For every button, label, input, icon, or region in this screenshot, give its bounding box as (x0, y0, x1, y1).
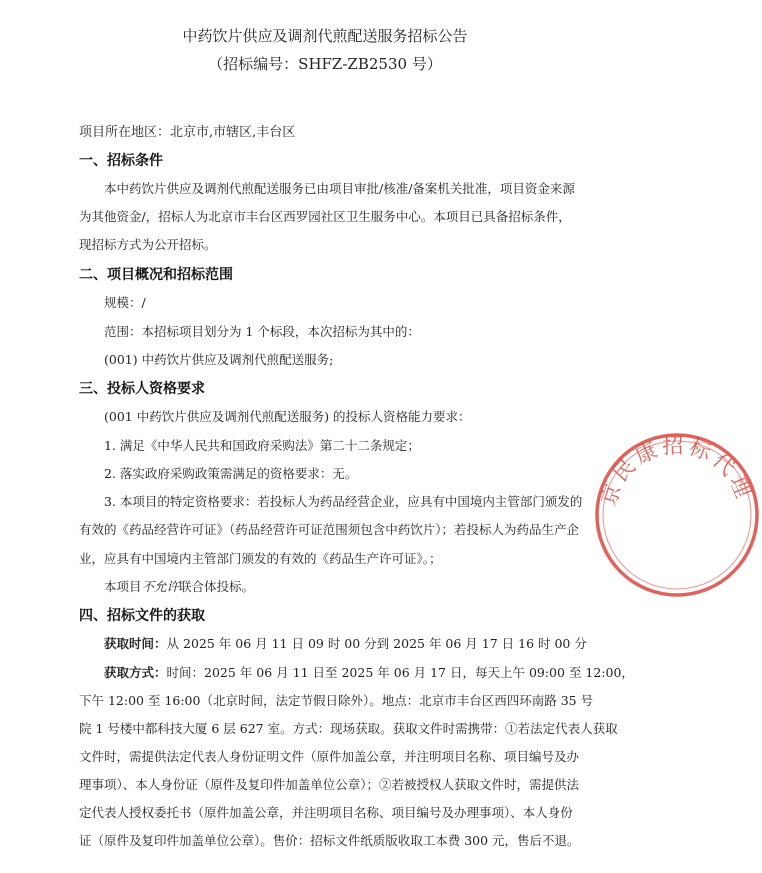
section-heading-3: 三、投标人资格要求 (79, 381, 205, 397)
consortium-pre: 本项目 (104, 579, 142, 594)
acquisition-method-line3: 院 1 号楼中都科技大厦 6 层 627 室。方式：现场获取。获取文件时需携带：①若法定代表人获取 (79, 721, 618, 736)
section1-line3: 现招标方式为公开招标。 (79, 237, 217, 252)
qualification-intro: (001 中药饮片供应及调剂代煎配送服务) 的投标人资格能力要求： (104, 409, 471, 424)
section-heading-1: 一、招标条件 (79, 153, 163, 169)
acquisition-method-line2: 下午 12:00 至 16:00（北京时间，法定节假日除外）。地点：北京市丰台区西四环南路 35 号 (79, 693, 594, 708)
requirement-3-line2: 有效的《药品经营许可证》（药品经营许可证范围须包含中药饮片）；若投标人为药品生产企 (79, 522, 580, 537)
lot-item: (001) 中药饮片供应及调剂代煎配送服务; (104, 352, 334, 367)
acquisition-method-line5: 理事项）、本人身份证（原件及复印件加盖单位公章）；②若被授权人获取文件时，需提供法 (79, 777, 580, 792)
acquisition-method-line1 (104, 663, 634, 681)
project-scale: 规模：/ (104, 295, 146, 310)
tender-number: （招标编号：SHFZ-ZB2530 号） (208, 55, 442, 73)
requirement-3-line3: 业，应具有中国境内主管部门颁发的有效的《药品生产许可证》。； (79, 551, 442, 566)
project-scope: 范围：本招标项目划分为 1 个标段，本次招标为其中的： (104, 324, 420, 339)
acquisition-time (104, 634, 587, 652)
acquisition-method-line7: 证（原件及复印件加盖单位公章）。售价：招标文件纸质版收取工本费 300 元，售后不退。 (79, 833, 580, 848)
acquisition-method-text1: 时间：2025 年 06 月 11 日至 2025 年 06 月 17 日，每天上午 09:00 至 12:00， (166, 665, 634, 680)
project-location: 项目所在地区：北京市,市辖区,丰台区 (79, 125, 296, 140)
document-title: 中药饮片供应及调剂代煎配送服务招标公告 (182, 27, 468, 45)
acquisition-method-line6: 定代表人授权委托书（原件加盖公章，并注明项目名称、项目编号及办理事项）、本人身份 (79, 805, 573, 820)
consortium-emphasis: 不允许 (141, 579, 180, 594)
acquisition-method-label: 获取方式： (104, 665, 167, 680)
requirement-3-line1: 3. 本项目的特定资格要求：若投标人为药品经营企业，应具有中国境内主管部门颁发的 (104, 494, 583, 509)
section1-line2: 为其他资金/，招标人为北京市丰台区西罗园社区卫生服务中心。本项目已具备招标条件， (79, 209, 571, 224)
acquisition-method-line4: 文件时，需提供法定代表人身份证明文件（原件加盖公章，并注明项目名称、项目编号及办 (79, 749, 580, 764)
section-heading-2: 二、项目概况和招标范围 (79, 267, 233, 283)
section1-line1: 本中药饮片供应及调剂代煎配送服务已由项目审批/核准/备案机关批准，项目资金来源 (104, 181, 575, 196)
company-seal (592, 430, 762, 600)
requirement-1: 1. 满足《中华人民共和国政府采购法》第二十二条规定； (104, 438, 420, 453)
acquisition-time-value: 从 2025 年 06 月 11 日 09 时 00 分到 2025 年 06 月 17 日 16 时 00 分 (166, 636, 587, 651)
acquisition-time-label: 获取时间： (104, 636, 167, 651)
consortium-post: 联合体投标。 (179, 579, 255, 594)
consortium-statement (104, 577, 254, 595)
svg-text:京民康招标代理: 京民康招标代理 (596, 433, 757, 509)
section-heading-4: 四、招标文件的获取 (79, 608, 205, 624)
requirement-2: 2. 落实政府采购政策需满足的资格要求：无。 (104, 466, 358, 481)
